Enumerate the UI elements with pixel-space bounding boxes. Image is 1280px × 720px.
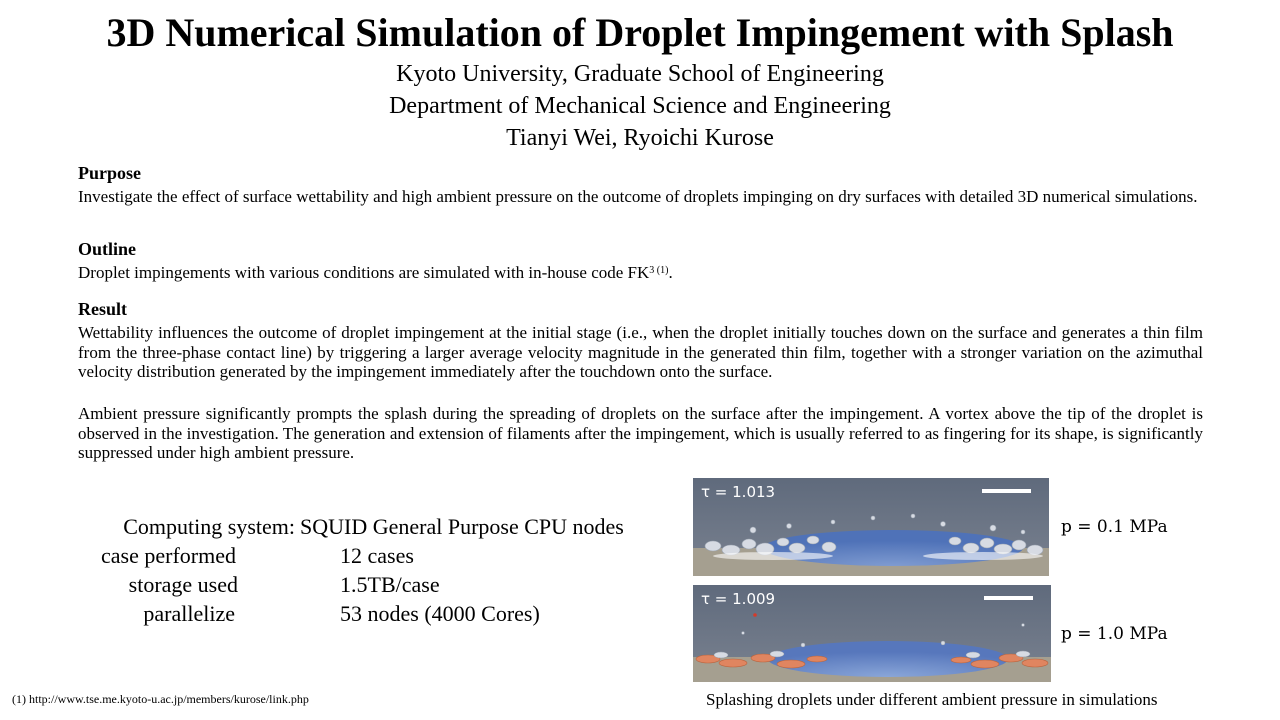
storage-label: storage used [128, 572, 238, 597]
simulation-image-low-pressure [693, 478, 1049, 576]
outline-body: Droplet impingements with various conditions are simulated with in-house code FK [78, 263, 650, 282]
tau-label-high: τ = 1.009 [701, 590, 776, 608]
storage-value: 1.5TB/case [340, 572, 440, 597]
scale-bar-low [982, 489, 1031, 493]
cases-label: case performed [101, 543, 236, 568]
footnote-link[interactable]: (1) http://www.tse.me.kyoto-u.ac.jp/members/kurose/link.php [12, 692, 309, 706]
parallelize-value: 53 nodes (4000 Cores) [340, 601, 540, 626]
computing-label: Computing system: [123, 514, 295, 539]
result-paragraph-1: Wettability influences the outcome of droplet impingement at the initial stage (i.e., when the droplet initially touches down on the surface and generates a thin film from the three-phase contact line) by triggering a larger average velocity magnitude in the generated thin film, together with a stronger variation on the azimuthal velocity distribution generated by the impingement immediately after the touchdown onto the surface. [78, 323, 1203, 381]
result-paragraph-2: Ambient pressure significantly prompts the splash during the spreading of droplets on the surface after the impingement. A vortex above the tip of the droplet is observed in the investigation. The generation and extension of filaments after the impingement, which is usually referred to as fingering for its shape, is significantly suppressed under high ambient pressure. [78, 404, 1203, 462]
affiliation-department: Department of Mechanical Science and Engineering [389, 93, 891, 119]
purpose-heading: Purpose [78, 163, 141, 183]
result-heading: Result [78, 299, 127, 319]
authors: Tianyi Wei, Ryoichi Kurose [506, 125, 774, 151]
affiliation-university: Kyoto University, Graduate School of Engineering [396, 61, 884, 87]
outline-text [78, 263, 1203, 283]
simulation-image-high-pressure [693, 585, 1051, 682]
scale-bar-high [984, 596, 1033, 600]
pressure-label-high: p = 1.0 MPa [1061, 624, 1168, 644]
outline-heading: Outline [78, 239, 137, 259]
computing-table [0, 512, 640, 632]
parallelize-label: parallelize [143, 601, 235, 626]
computing-value: SQUID General Purpose CPU nodes [300, 514, 624, 539]
cases-value: 12 cases [340, 543, 414, 568]
outline-end: . [668, 263, 673, 282]
outline-superscript: 3 (1) [649, 265, 669, 276]
poster-title: 3D Numerical Simulation of Droplet Impingement with Splash [106, 10, 1174, 55]
pressure-label-low: p = 0.1 MPa [1061, 517, 1168, 537]
tau-label-low: τ = 1.013 [701, 483, 776, 501]
purpose-text: Investigate the effect of surface wettability and high ambient pressure on the outcome of droplets impinging on dry surfaces with detailed 3D numerical simulations. [78, 187, 1198, 206]
figure-caption: Splashing droplets under different ambient pressure in simulations [706, 690, 1158, 709]
